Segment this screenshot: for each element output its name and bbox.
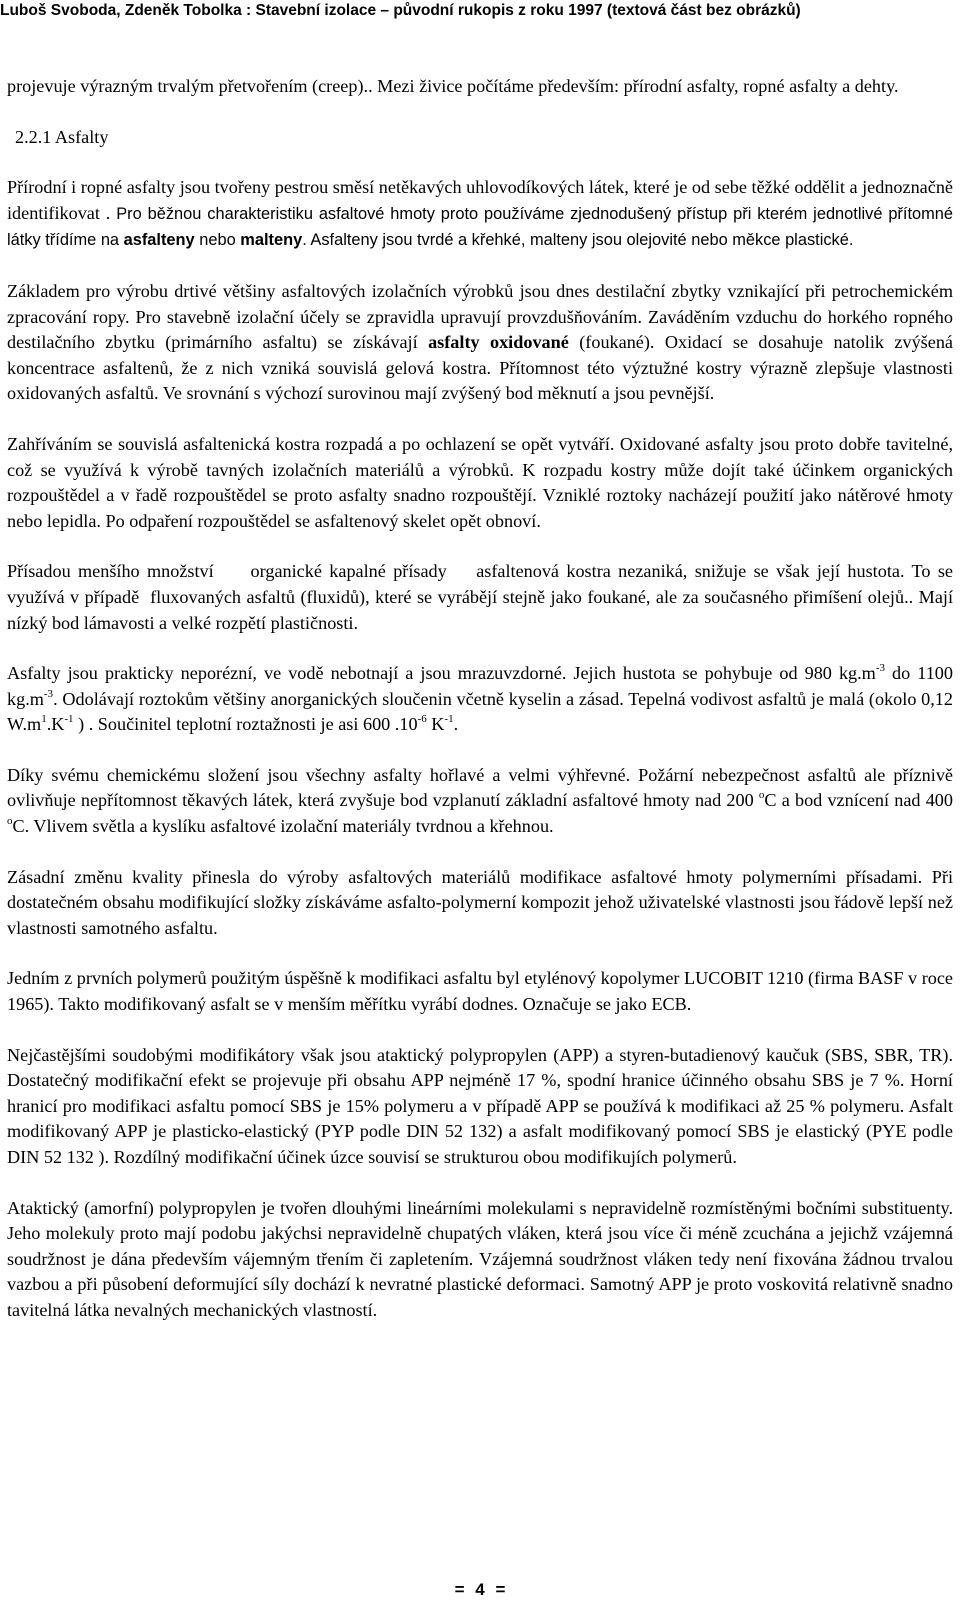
p1-end: . Asfalteny jsou tvrdé a křehké, malteny jsou olejovité nebo měkce plastické. bbox=[302, 231, 854, 250]
p5-t2: do 1100 kg.m bbox=[7, 663, 953, 709]
p1-mid: nebo bbox=[194, 231, 241, 250]
p5-s5: -6 bbox=[417, 713, 427, 726]
paragraph-fluxovane: Přísadou menšího množství organické kapalné přísady asfaltenová kostra nezaniká, snižuje se však její hustota. To se využívá v případě fluxovaných asfaltů (fluxidů), které se vyrábějí stejně jako foukané, ale za současného přimíšení olejů.. Mají nízký bod lámavosti a velké rozpětí plastičnosti. bbox=[7, 561, 958, 633]
page-number: = 4 = bbox=[454, 1580, 506, 1599]
p5-s1: -3 bbox=[875, 662, 886, 675]
p1-bold-asfalteny: asfalteny bbox=[123, 231, 195, 250]
section-heading: 2.2.1 Asfalty bbox=[15, 126, 109, 147]
p6-s2: o bbox=[7, 815, 13, 827]
p1-b: Pro běžnou charakteristiku asfaltové hmoty proto používáme zjednodušený přístup při kterém jednotlivé přítomné látky třídíme na bbox=[7, 204, 954, 250]
paragraph-asfalteny bbox=[7, 175, 953, 254]
p5-s6: -1 bbox=[444, 713, 454, 726]
paragraph-polypropylen: Ataktický (amorfní) polypropylen je tvořen dlouhými lineárními molekulami s nepravidelně rozmístěnými bočními substituenty. Jeho molekuly proto mají podobu jakýchsi nepravidelně chupatých vláken, která jsou více či méně zcuchána a jejichž vzájemná soudržnost je dána především vájemným třením či zapletením. Vzájemná soudržnost vláken tedy není fixována žádnou trvalou vazbou a při působení deformující síly dochází k nevratné plastické deformaci. Samotný APP je proto voskovitá relativně snadno tavitelná látka nevalných mechanických vlastností. bbox=[7, 1197, 953, 1320]
p5-s4: -1 bbox=[64, 713, 74, 726]
p5-s3: 1 bbox=[41, 713, 47, 726]
p6-s1: o bbox=[758, 789, 765, 802]
paragraph-vlastnosti bbox=[7, 661, 953, 738]
p2-text-a: Základem pro výrobu drtivé většiny asfaltových izolačních výrobků jsou dnes destilační zbytky vznikající při petrochemickém zpracování ropy. Pro stavebně izolační účely se zpravidla upravují provzdušňováním. Zaváděním vzduchu do horkého ropného destilačního zbytku (primárního asfaltu) se získávají bbox=[7, 280, 953, 353]
running-header: Luboš Svoboda, Zdeněk Tobolka : Stavební izolace – původní rukopis z roku 1997 (textová část bez obrázků) bbox=[0, 2, 801, 19]
p5-t6: K bbox=[426, 714, 445, 735]
p1-text-b bbox=[7, 205, 953, 250]
p6-t1: Díky svému chemickému složení jsou všechny asfalty hořlavé a velmi výhřevné. Požární nebezpečnost asfaltů ale příznivě ovlivňuje nepřítomnost těkavých látek, která zvyšuje bod vzplanutí základní asfaltové hmoty nad 200 bbox=[7, 764, 953, 811]
paragraph-horlavost bbox=[7, 763, 953, 840]
document-body bbox=[7, 74, 958, 1349]
p5-s2: -3 bbox=[43, 687, 54, 700]
p5-t7: . bbox=[453, 714, 459, 735]
p6-t2: C a bod vznícení nad 400 bbox=[764, 790, 953, 811]
p5-t1: Asfalty jsou prakticky neporézní, ve vodě nebotnají a jsou mrazuvzdorné. Jejich hustota se pohybuje od 980 kg.m bbox=[7, 663, 876, 684]
p2-bold: asfalty oxidované bbox=[428, 332, 569, 353]
paragraph-lucobit: Jedním z prvních polymerů použitým úspěšně k modifikaci asfaltu byl etylénový kopolymer LUCOBIT 1210 (firma BASF v roce 1965). Takto modifikovaný asfalt se v menším měřítku vyrábí dodnes. Označuje se jako ECB. bbox=[7, 968, 953, 1015]
p1-text-a: Přírodní i ropné asfalty jsou tvořeny pestrou směsí netěkavých uhlovodíkových látek, které je od sebe těžké oddělit a jednoznačně identifikovat . bbox=[7, 177, 953, 223]
paragraph-tavitelnost: Zahříváním se souvislá asfaltenická kostra rozpadá a po ochlazení se opět vytváří. Oxidované asfalty jsou proto dobře tavitelné, což se využívá k výrobě tavných izolačních materiálů a výrobků. K rozpadu kostry může dojít také účinkem organických rozpouštědel a v řadě rozpouštědel se proto asfalty snadno rozpouštějí. Vzniklé roztoky nacházejí použití jako nátěrové hmoty nebo lepidla. Po odpaření rozpouštědel se asfaltenový skelet opět obnoví. bbox=[7, 433, 953, 531]
p2-text-b: (foukané). Oxidací se dosahuje natolik zvýšená koncentrace asfaltenů, že z nich vzniká souvislá gelová kostra. Přítomnost této výztužné kostry výrazně zlepšuje vlastnosti oxidovaných asfaltů. Ve srovnání s výchozí surovinou mají zvýšený bod měknutí a jsou pevnější. bbox=[7, 332, 953, 404]
p6-t3: C. Vlivem světla a kyslíku asfaltové izolační materiály tvrdnou a křehnou. bbox=[12, 816, 554, 837]
paragraph-oxidovane bbox=[7, 279, 953, 407]
p5-t5: ) . Součinitel teplotní roztažnosti je asi 600 .10 bbox=[73, 714, 418, 735]
p5-t3: . Odolávají roztokům většiny anorganických sloučenin včetně kyselin a zásad. Tepelná vodivost asfaltů je malá (okolo 0,12 W.m bbox=[7, 688, 953, 735]
p5-t4: .K bbox=[46, 714, 65, 735]
paragraph-modifikace: Zásadní změnu kvality přinesla do výroby asfaltových materiálů modifikace asfaltové hmoty polymerními přísadami. Při dostatečném obsahu modifikující složky získáváme asfalto-polymerní kompozit jehož uživatelské vlastnosti jsou řádově lepší než vlastnosti samotného asfaltu. bbox=[7, 866, 953, 938]
intro-paragraph: projevuje výrazným trvalým přetvořením (creep).. Mezi živice počítáme především: přírodní asfalty, ropné asfalty a dehty. bbox=[7, 76, 899, 96]
paragraph-app-sbs: Nejčastějšími soudobými modifikátory však jsou ataktický polypropylen (APP) a styren-butadienový kaučuk (SBS, SBR, TR). Dostatečný modifikační efekt se projevuje při obsahu APP nejméně 17 %, spodní hranice účinného obsahu SBS je 7 %. Horní hranicí pro modifikaci asfaltu pomocí SBS je 15% polymeru a v případě APP se používá k modifikaci až 25 % polymeru. Asfalt modifikovaný APP je plasticko-elastický (PYP podle DIN 52 132) a asfalt modifikovaný pomocí SBS je elastický (PYE podle DIN 52 132 ). Rozdílný modifikační účinek úzce souvisí se strukturou obou modifikujích polymerů. bbox=[7, 1044, 953, 1167]
p1-bold-malteny: malteny bbox=[240, 231, 303, 250]
